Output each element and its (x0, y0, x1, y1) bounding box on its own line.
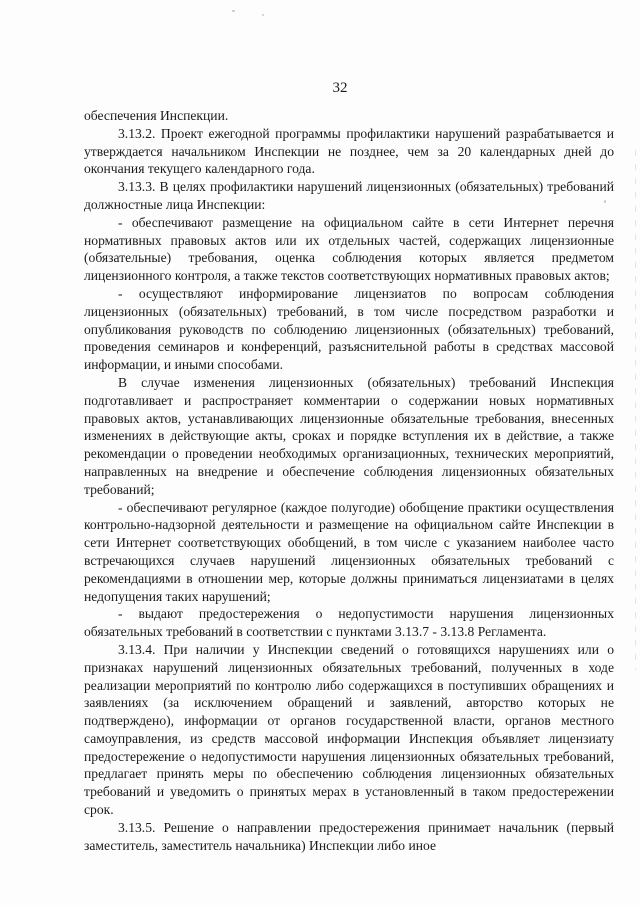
list-item: - обеспечивают регулярное (каждое полугодие) обобщение практики осуществления контрольно-надзорной деятельности и размещение на официальном сайте Инспекции в сети Интернет соответствующих обобщений, в том числе с указанием наиболее часто встречающихся случаев нарушений лицензионных обязательных требований с рекомендациями в отношении мер, которые должны приниматься лицензиатами в целях недопущения таких нарушений; (84, 499, 614, 604)
paragraph: обеспечения Инспекции. (84, 108, 229, 123)
page-number: 32 (332, 80, 348, 96)
paragraph: 3.13.5. Решение о направлении предостережения принимает начальник (первый заместитель, заместитель начальника) Инспекции либо иное (84, 819, 614, 853)
document-body (84, 107, 614, 854)
scan-speck (232, 10, 235, 12)
list-item: - осуществляют информирование лицензиатов по вопросам соблюдения лицензионных (обязательных) требований, в том числе посредством разработки и опубликования руководств по соблюдению лицензионных (обязательных) требований, проведения семинаров и конференций, разъяснительной работы в средствах массовой информации, и иными способами. (84, 285, 614, 373)
paragraph: 3.13.3. В целях профилактики нарушений лицензионных (обязательных) требований должностные лица Инспекции: (84, 179, 614, 212)
scan-speck (262, 14, 264, 16)
scan-edge-artifact (635, 150, 636, 670)
paragraph: 3.13.4. При наличии у Инспекции сведений о готовящихся нарушениях или о признаках нарушений лицензионных обязательных требований, полученных в ходе реализации мероприятий по контролю либо содержащихся в поступивших обращениях и заявлениях (за исключением обращений и заявлений, авторство которых не подтверждено), информации от органов государственной власти, органов местного самоуправления, из средств массовой информации Инспекция объявляет лицензиату предостережение о недопустимости нарушения лицензионных обязательных требований, предлагает принять меры по обеспечению соблюдения лицензионных обязательных требований и уведомить о принятых мерах в установленный в таком предостережении срок. (84, 641, 614, 818)
paragraph: 3.13.2. Проект ежегодной программы профилактики нарушений разрабатывается и утверждается начальником Инспекции не позднее, чем за 20 календарных дней до окончания текущего календарного года. (84, 125, 614, 177)
list-item: - выдают предостережения о недопустимости нарушения лицензионных обязательных требований в соответствии с пунктами 3.13.7 - 3.13.8 Регламента. (84, 606, 614, 640)
list-item: - обеспечивают размещение на официальном сайте в сети Интернет перечня нормативных правовых актов или их отдельных частей, содержащих лицензионные (обязательные) требования, оценка соблюдения которых является предметом лицензионного контроля, а также текстов соответствующих нормативных правовых актов; (84, 214, 614, 284)
paragraph: В случае изменения лицензионных (обязательных) требований Инспекция подготавливает и распространяет комментарии о содержании новых нормативных правовых актов, устанавливающих лицензионные обязательные требования, внесенных изменениях в действующие акты, сроках и порядке вступления их в действие, а также рекомендации о проведении необходимых организационных, технических мероприятий, направленных на внедрение и обеспечение соблюдения лицензионных обязательных требований; (84, 374, 614, 497)
